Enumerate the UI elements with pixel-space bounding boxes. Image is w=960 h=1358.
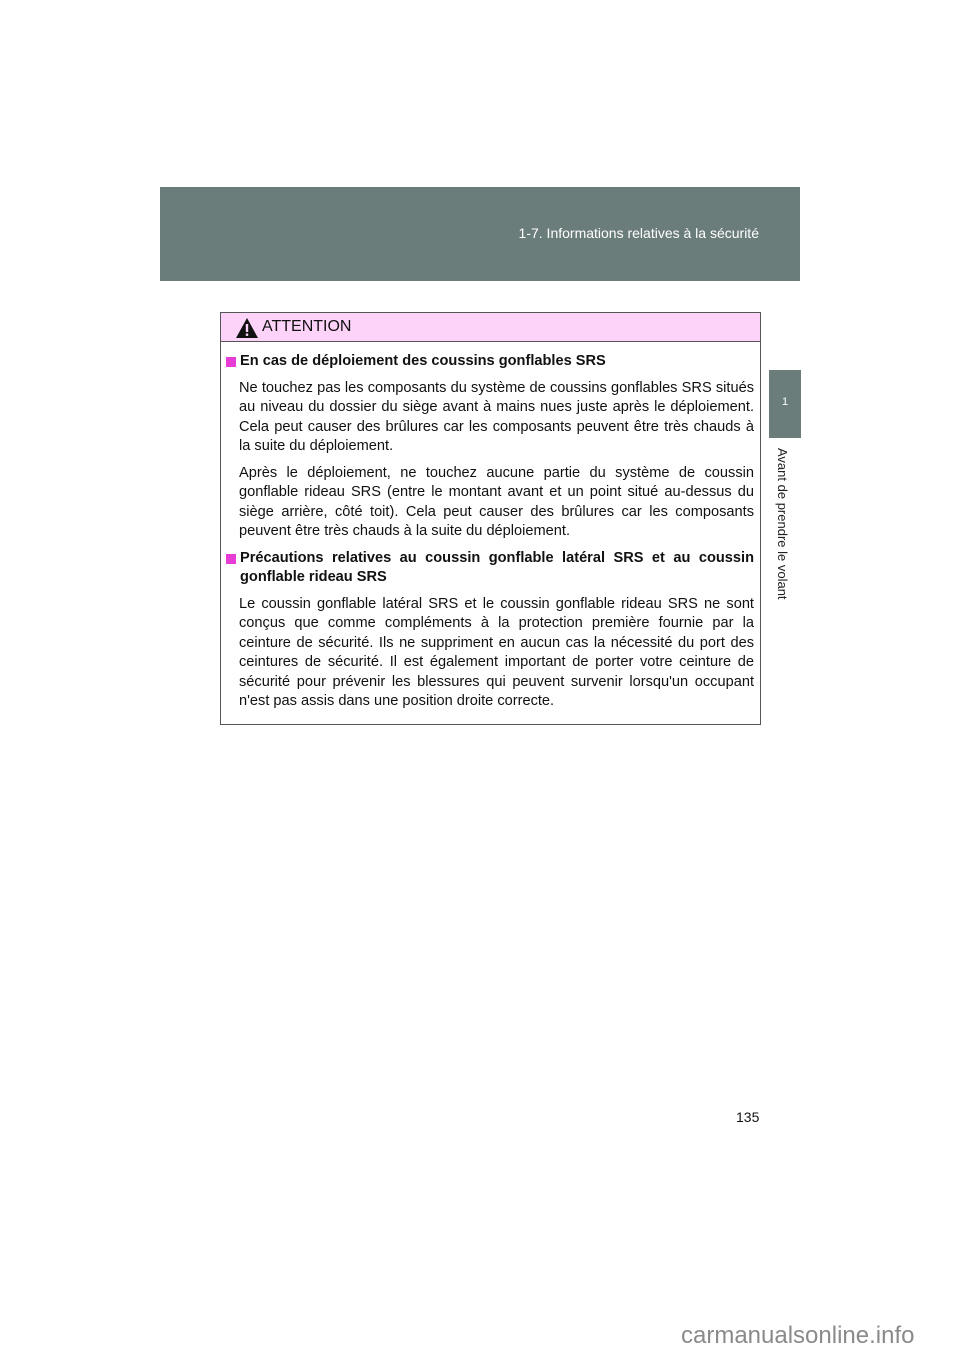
bullet-square-icon — [226, 357, 236, 367]
section-heading: Précautions relatives au coussin gonflable latéral SRS et au coussin gonflable rideau SRS — [225, 549, 754, 588]
paragraph: Après le déploiement, ne touchez aucune partie du système de coussin gonflable rideau SRS (entre le montant avant et un point situé au-dessus du siège arrière, côté toit). Cela peut causer des brûlures car les composants peuvent être très chauds à la suite du déploiement. — [239, 464, 754, 539]
chapter-tab: 1 — [769, 370, 801, 438]
attention-title: ATTENTION — [262, 318, 352, 335]
section-heading: En cas de déploiement des coussins gonflables SRS — [225, 352, 754, 372]
paragraph: Ne touchez pas les composants du système de coussins gonflables SRS situés au niveau du dossier du siège avant à mains nues juste après le déploiement. Cela peut causer des brûlures car les composants peuvent être très chauds à la suite du déploiement. — [239, 379, 754, 454]
warning-icon — [235, 317, 259, 339]
section-title: 1-7. Informations relatives à la sécurité — [518, 225, 759, 241]
chapter-label: Avant de prendre le volant — [775, 448, 790, 600]
attention-box — [220, 312, 761, 725]
attention-header — [221, 313, 760, 342]
watermark: carmanualsonline.info — [681, 1322, 915, 1349]
page-number: 135 — [736, 1109, 760, 1125]
bullet-square-icon — [226, 554, 236, 564]
paragraph: Le coussin gonflable latéral SRS et le coussin gonflable rideau SRS ne sont conçus que comme compléments à la protection première fournie par la ceinture de sécurité. Ils ne suppriment en aucun cas la nécessité du port des ceintures de sécurité. Il est également important de porter votre ceinture de sécurité pour prévenir les blessures qui peuvent survenir lorsqu'un occupant n'est pas assis dans une position droite correcte. — [239, 595, 754, 709]
section-header — [160, 187, 800, 281]
